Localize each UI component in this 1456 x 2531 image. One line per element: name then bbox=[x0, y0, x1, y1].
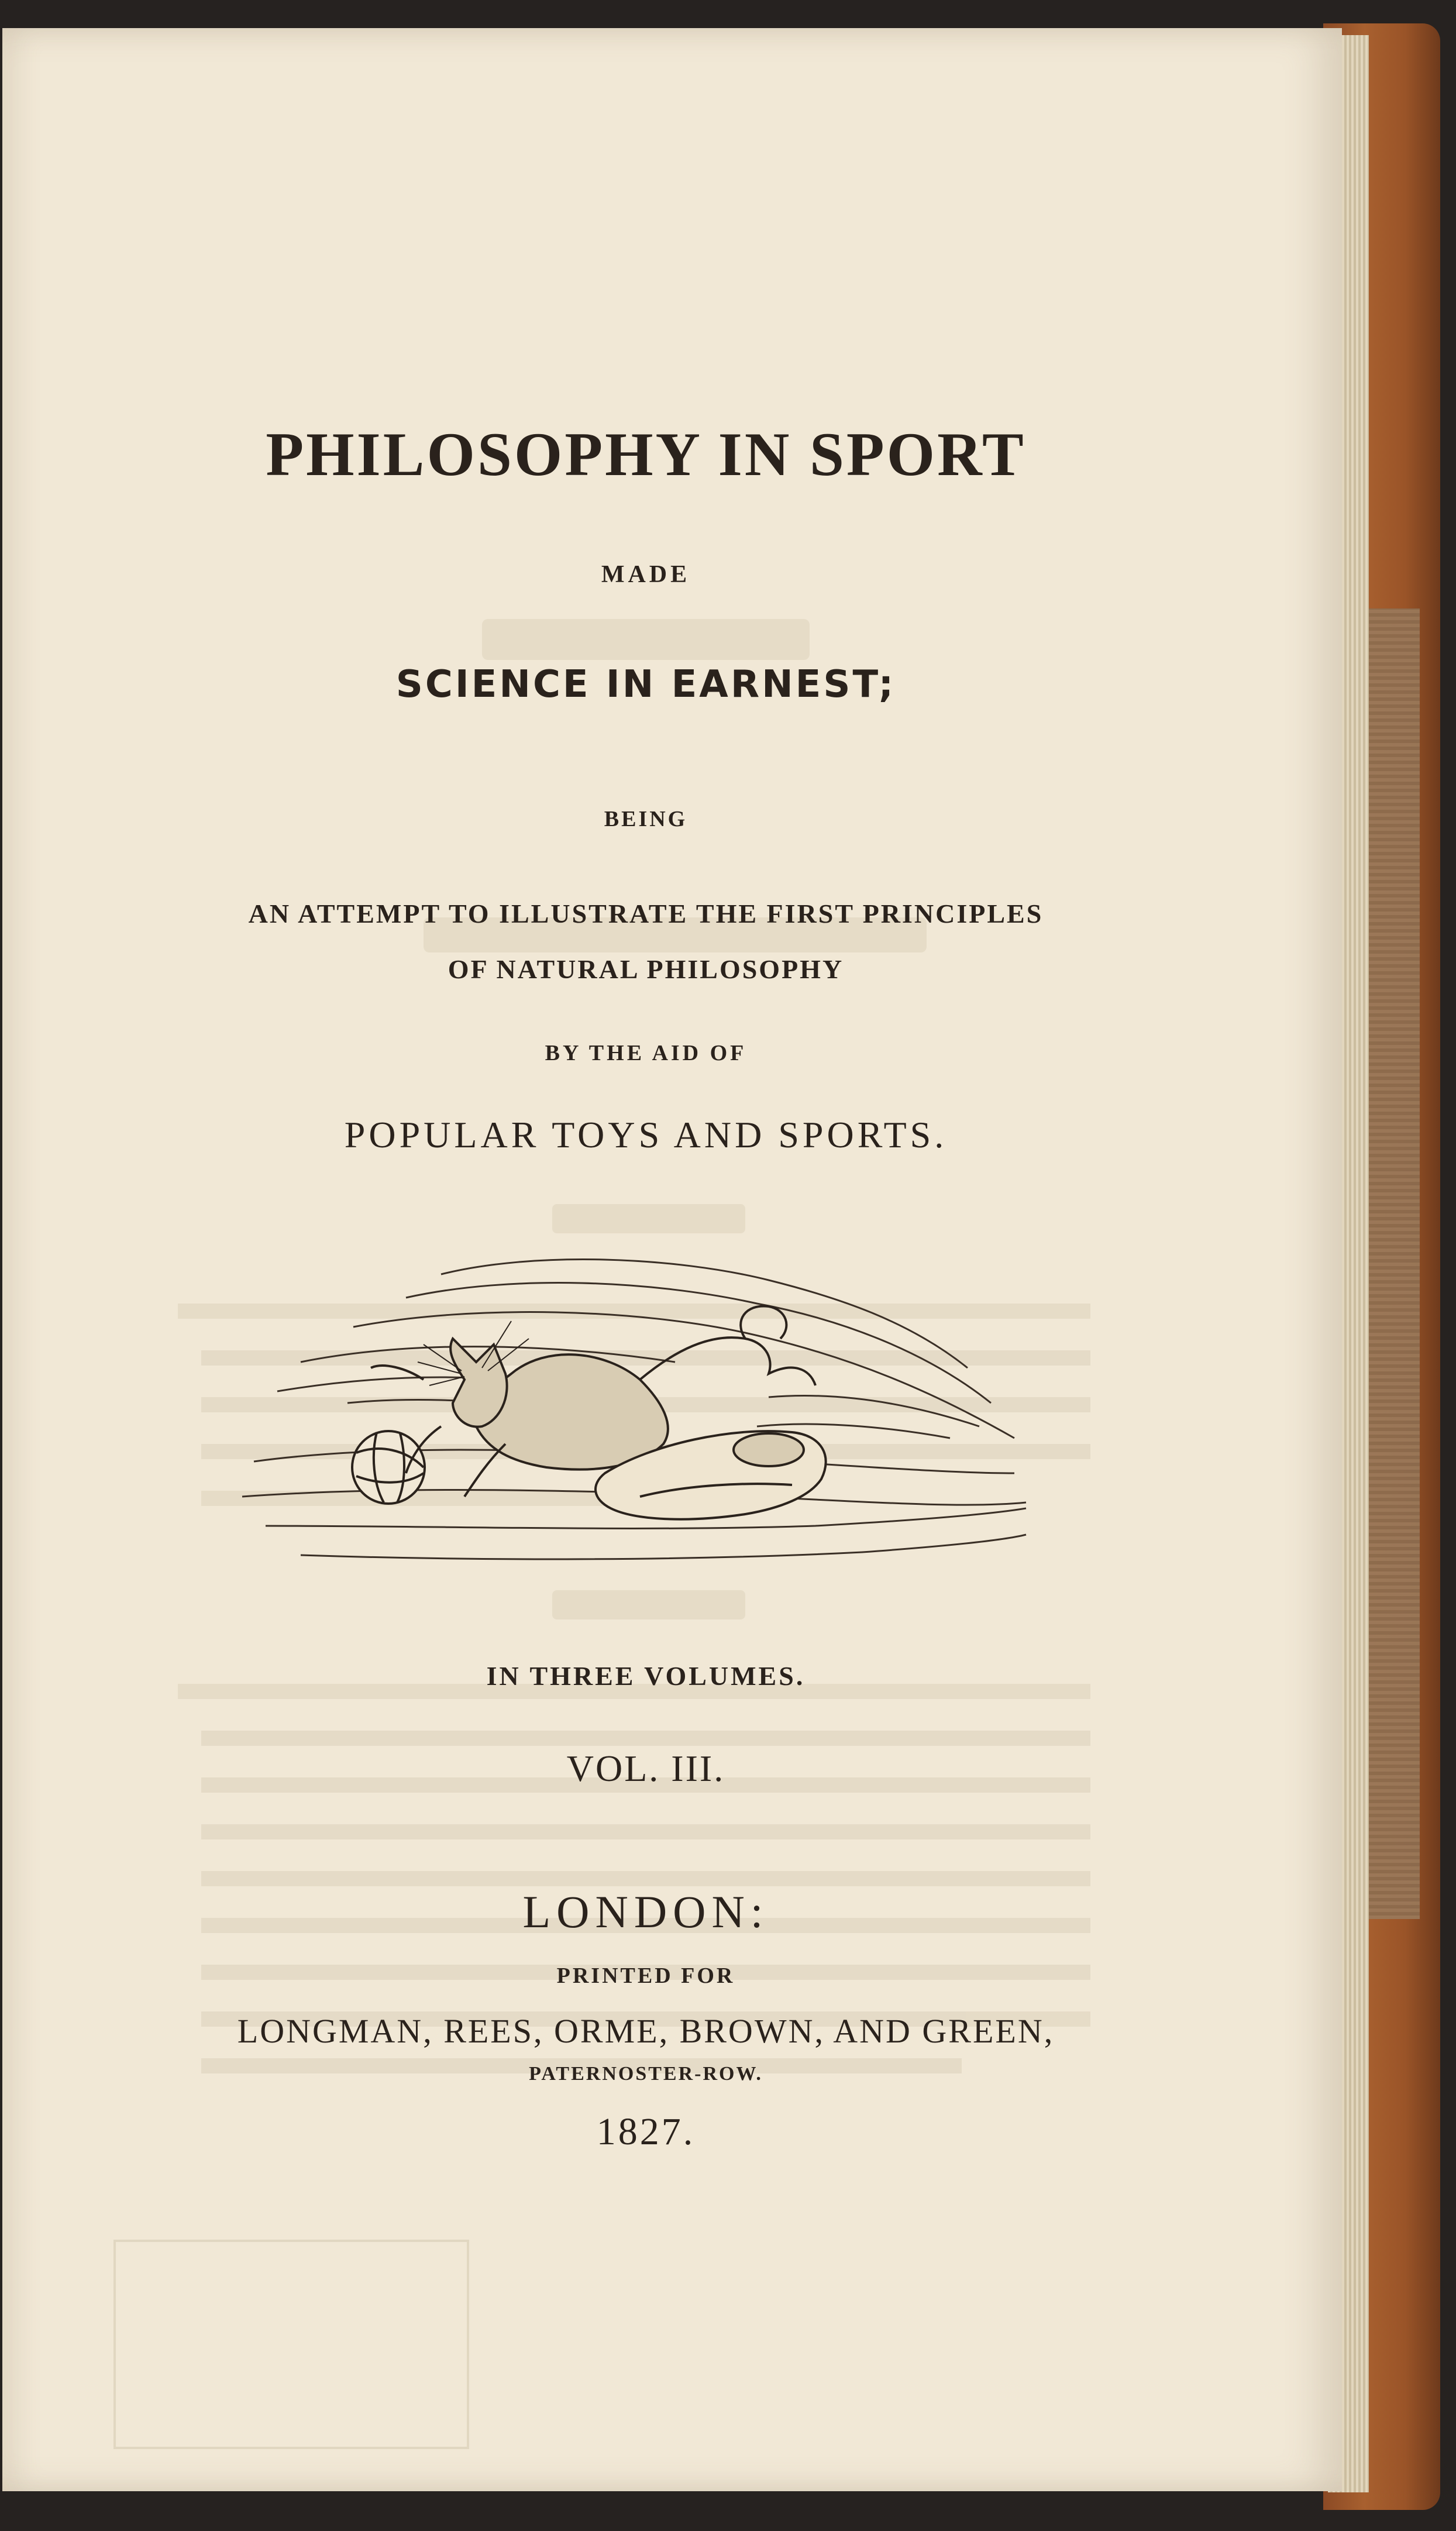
imprint-address: PATERNOSTER-ROW. bbox=[529, 2063, 763, 2085]
imprint-year: 1827. bbox=[596, 2110, 696, 2153]
imprint-publishers: LONGMAN, REES, ORME, BROWN, AND GREEN, bbox=[237, 2012, 1055, 2050]
volume-number: VOL. III. bbox=[566, 1748, 725, 1789]
cloth-spine bbox=[1364, 608, 1420, 1919]
description-by-the-aid: BY THE AID OF bbox=[545, 1041, 747, 1065]
description-popular: POPULAR TOYS AND SPORTS. bbox=[344, 1114, 948, 1156]
volumes-note: IN THREE VOLUMES. bbox=[486, 1661, 806, 1691]
title-page bbox=[2, 28, 1342, 2491]
imprint-printed-for: PRINTED FOR bbox=[556, 1963, 735, 1988]
subtitle-science: SCIENCE IN EARNEST; bbox=[395, 663, 896, 706]
description-line-1: AN ATTEMPT TO ILLUSTRATE THE FIRST PRINCIPLES bbox=[248, 899, 1044, 929]
library-stamp-shadow bbox=[113, 2240, 469, 2449]
subtitle-being: BEING bbox=[604, 807, 688, 831]
book-title: PHILOSOPHY IN SPORT bbox=[266, 420, 1026, 489]
description-line-2: OF NATURAL PHILOSOPHY bbox=[448, 954, 844, 984]
cat-engraving-icon bbox=[230, 1251, 1038, 1579]
imprint-city: LONDON: bbox=[522, 1886, 769, 1937]
subtitle-made: MADE bbox=[601, 561, 691, 588]
